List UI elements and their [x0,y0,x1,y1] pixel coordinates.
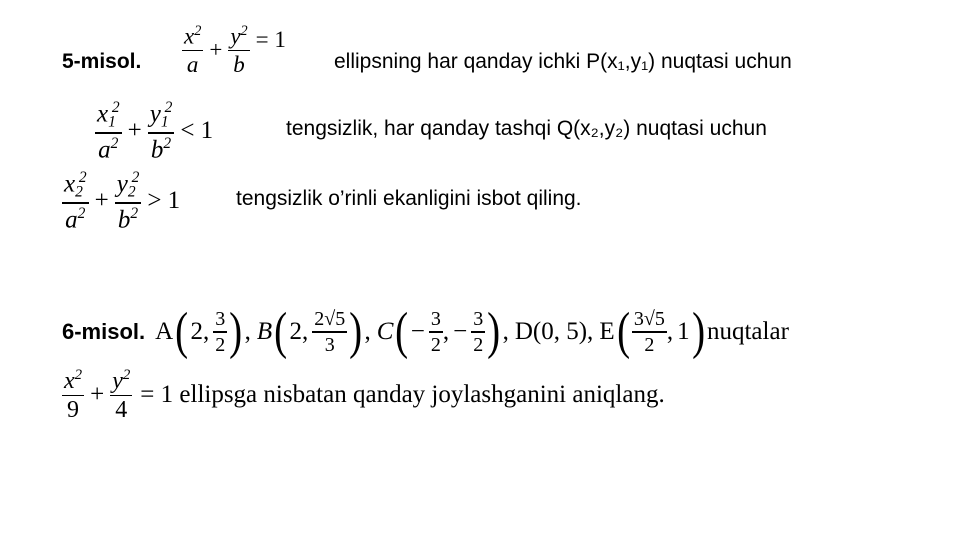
ellipse-question-text: = 1 ellipsga nisbatan qanday joylashganini aniqlang. [140,381,665,409]
points-word: nuqtalar [706,318,789,345]
point-d: D(0, 5), [514,318,594,345]
interior-inequality: $\frac{x_1^2}{a^2}$ + $\frac{y_1^2}{b^2}$ < 1 [97,99,214,164]
example-6-label: 6-misol. [62,319,146,344]
exterior-inequality: $\frac{x_2^2}{a^2}$ + $\frac{y_2^2}{b^2}$ > 1 [64,169,181,234]
example-6-points-line: 6-misol. A ( 2 , $\frac{3}{2}$ ) , B ( 2 , $\frac{2√5}{3}$ ) , C ( − $\frac{3}{2}$ , − $\frac{3}{2}$ ) , D(0, 5), E ( $\frac{3√5}{2}$ , 1 ) nuqtalar [62,303,789,360]
example-5-label: 5-misol. [62,50,142,73]
example-6-ellipse-line: $\frac{x^2}{9}$ + $\frac{y^2}{4}$ = 1 ellipsga nisbatan qanday joylashganini aniqlang. [64,367,665,424]
point-c: C [376,318,394,345]
point-b: B [256,318,273,345]
point-e: E [599,318,615,345]
proof-instruction-text: tengsizlik o’rinli ekanligini isbot qiling. [236,187,582,210]
ellipse-equation: $\frac{x^2}{a}$ + $\frac{y^2}{b}$ = 1 [184,23,286,78]
ellipse-interior-text: ellipsning har qanday ichki P(x₁,y₁) nuqtasi uchun [334,50,792,73]
exterior-point-text: tengsizlik, har qanday tashqi Q(x₂,y₂) nuqtasi uchun [286,117,767,140]
point-a: A [155,318,174,345]
